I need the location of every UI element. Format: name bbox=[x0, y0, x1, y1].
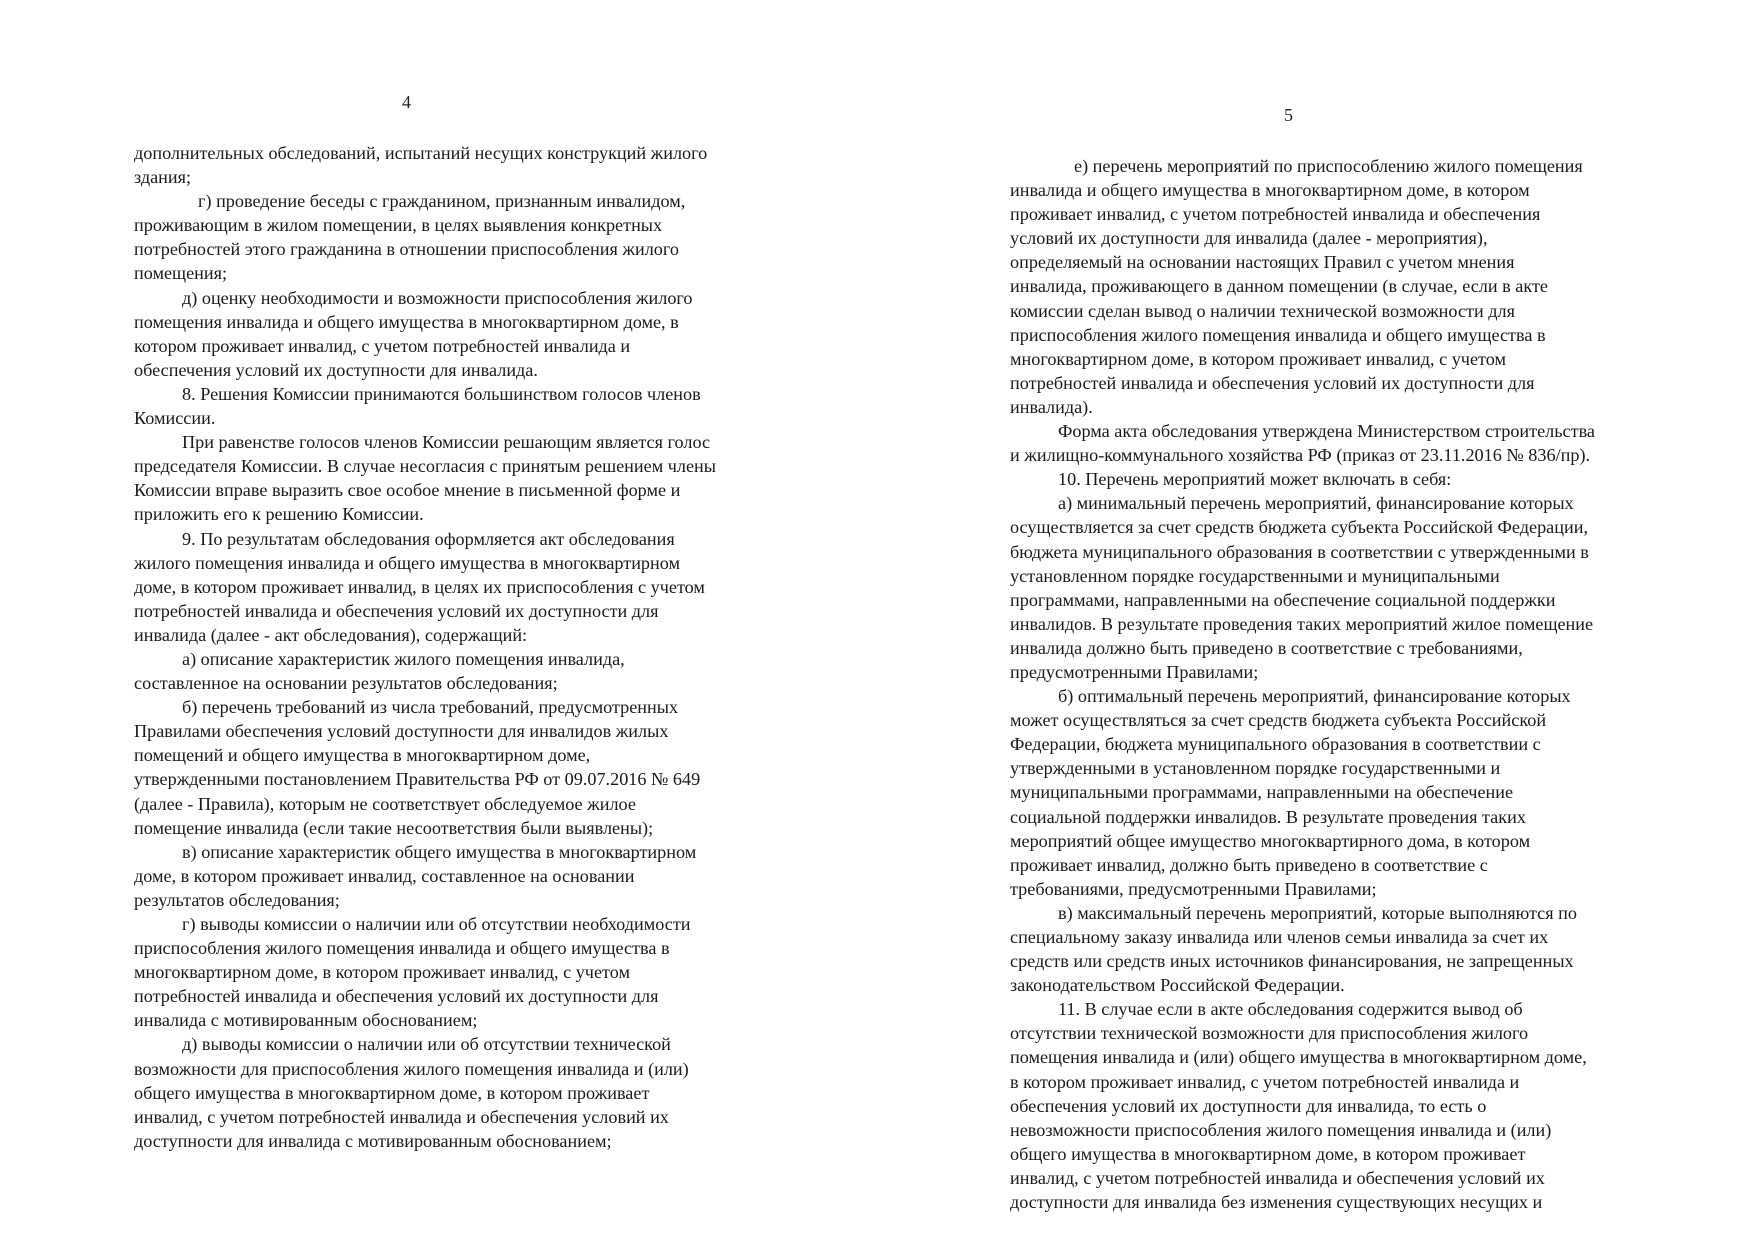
text-line: Правилами обеспечения условий доступности для инвалидов жилых bbox=[134, 721, 669, 742]
text-line: средств или средств иных источников финансирования, не запрещенных bbox=[1010, 951, 1574, 972]
text-line: доступности для инвалида без изменения существующих несущих и bbox=[1010, 1192, 1543, 1213]
text-line: б) перечень требований из числа требований, предусмотренных bbox=[182, 697, 679, 718]
text-line: муниципальными программами, направленными на обеспечение bbox=[1010, 782, 1514, 803]
text-line: б) оптимальный перечень мероприятий, финансирование которых bbox=[1058, 686, 1571, 707]
text-line: возможности для приспособления жилого помещения инвалида и (или) bbox=[134, 1058, 689, 1079]
text-line: 10. Перечень мероприятий может включать в себя: bbox=[1058, 469, 1452, 490]
text-line: комиссии сделан вывод о наличии технической возможности для bbox=[1010, 300, 1515, 321]
page-text bbox=[1010, 154, 1700, 1214]
text-line: а) минимальный перечень мероприятий, финансирование которых bbox=[1058, 493, 1574, 514]
text-line: приспособления жилого помещения инвалида и общего имущества в bbox=[134, 938, 670, 959]
text-line: инвалида). bbox=[1010, 396, 1093, 417]
text-line: бюджета муниципального образования в соответствии с утвержденными в bbox=[1010, 541, 1589, 562]
text-line: Комиссии вправе выразить свое особое мнение в письменной форме и bbox=[134, 480, 681, 501]
text-line: (далее - Правила), которым не соответствует обследуемое жилое bbox=[134, 793, 636, 814]
text-line: потребностей инвалида и обеспечения условий их доступности для bbox=[1010, 372, 1535, 393]
right-page bbox=[877, 0, 1754, 1240]
text-line: котором проживает инвалид, с учетом потребностей инвалида и bbox=[134, 335, 631, 356]
text-line: и жилищно-коммунального хозяйства РФ (приказ от 23.11.2016 № 836/пр). bbox=[1010, 445, 1591, 466]
text-line: программами, направленными на обеспечение социальной поддержки bbox=[1010, 589, 1556, 610]
text-line: помещение инвалида (если такие несоответствия были выявлены); bbox=[134, 817, 654, 838]
text-line: определяемый на основании настоящих Правил с учетом мнения bbox=[1010, 252, 1515, 273]
page-number: 4 bbox=[402, 92, 411, 112]
text-line: общего имущества в многоквартирном доме, в котором проживает bbox=[1010, 1143, 1526, 1164]
text-line: инвалида должно быть приведено в соответствие с требованиями, bbox=[1010, 637, 1523, 658]
text-line: инвалида и общего имущества в многоквартирном доме, в котором bbox=[1010, 180, 1530, 201]
text-line: специальному заказу инвалида или членов семьи инвалида за счет их bbox=[1010, 927, 1549, 947]
text-line: помещения; bbox=[134, 263, 228, 284]
text-line: доме, в котором проживает инвалид, в целях их приспособления с учетом bbox=[134, 576, 705, 597]
text-line: инвалида с мотивированным обоснованием; bbox=[134, 1010, 478, 1031]
text-line: потребностей этого гражданина в отношении приспособления жилого bbox=[134, 239, 679, 260]
text-line: здания; bbox=[134, 167, 192, 188]
text-line: может осуществляться за счет средств бюджета субъекта Российской bbox=[1010, 710, 1547, 731]
text-line: При равенстве голосов членов Комиссии решающим является голос bbox=[182, 432, 711, 453]
text-line: а) описание характеристик жилого помещения инвалида, bbox=[182, 648, 625, 669]
text-line: Федерации, бюджета муниципального образования в соответствии с bbox=[1010, 734, 1541, 755]
text-line: д) выводы комиссии о наличии или об отсутствии технической bbox=[182, 1034, 671, 1055]
text-line: 9. По результатам обследования оформляется акт обследования bbox=[182, 528, 675, 549]
text-line: невозможности приспособления жилого помещения инвалида и (или) bbox=[1010, 1119, 1552, 1140]
text-line: председателя Комиссии. В случае несогласия с принятым решением члены bbox=[134, 456, 716, 477]
text-line: приложить его к решению Комиссии. bbox=[134, 504, 424, 525]
text-line: отсутствии технической возможности для приспособления жилого bbox=[1010, 1023, 1529, 1044]
text-line: инвалид, с учетом потребностей инвалида и обеспечения условий их bbox=[134, 1106, 669, 1127]
text-line: результатов обследования; bbox=[134, 889, 340, 910]
text-line: доме, в котором проживает инвалид, составленное на основании bbox=[134, 865, 635, 886]
text-line: мероприятий общее имущество многоквартирного дома, в котором bbox=[1010, 830, 1531, 851]
text-line: утвержденными в установленном порядке государственными и bbox=[1010, 758, 1501, 779]
text-line: предусмотренными Правилами; bbox=[1010, 661, 1259, 682]
text-line: помещения инвалида и общего имущества в многоквартирном доме, в bbox=[134, 311, 679, 332]
text-line: требованиями, предусмотренными Правилами; bbox=[1010, 878, 1377, 899]
text-line: инвалида, проживающего в данном помещении (в случае, если в акте bbox=[1010, 276, 1548, 297]
text-line: Комиссии. bbox=[134, 408, 216, 429]
text-line: проживает инвалид, с учетом потребностей инвалида и обеспечения bbox=[1010, 204, 1541, 225]
text-line: в) максимальный перечень мероприятий, которые выполняются по bbox=[1058, 902, 1577, 923]
text-line: в котором проживает инвалид, с учетом потребностей инвалида и bbox=[1010, 1071, 1520, 1092]
text-line: проживает инвалид, должно быть приведено в соответствие с bbox=[1010, 854, 1488, 875]
page-text bbox=[134, 141, 824, 1153]
text-line: законодательством Российской Федерации. bbox=[1010, 975, 1345, 996]
text-line: многоквартирном доме, в котором проживает инвалид, с учетом bbox=[1010, 348, 1506, 369]
page-number: 5 bbox=[1284, 105, 1293, 125]
text-line: установленном порядке государственными и муниципальными bbox=[1010, 565, 1500, 586]
text-line: 8. Решения Комиссии принимаются большинством голосов членов bbox=[182, 383, 701, 404]
text-line: приспособления жилого помещения инвалида и общего имущества в bbox=[1010, 324, 1546, 345]
text-line: общего имущества в многоквартирном доме, в котором проживает bbox=[134, 1082, 650, 1103]
text-line: г) проведение беседы с гражданином, признанным инвалидом, bbox=[198, 191, 686, 212]
text-line: обеспечения условий их доступности для инвалида. bbox=[134, 359, 538, 380]
text-line: дополнительных обследований, испытаний несущих конструкций жилого bbox=[134, 143, 708, 163]
text-line: 11. В случае если в акте обследования содержится вывод об bbox=[1058, 999, 1523, 1020]
text-line: условий их доступности для инвалида (далее - мероприятия), bbox=[1010, 228, 1488, 249]
text-line: д) оценку необходимости и возможности приспособления жилого bbox=[182, 287, 693, 308]
text-line: инвалидов. В результате проведения таких мероприятий жилое помещение bbox=[1010, 613, 1594, 634]
text-line: утвержденными постановлением Правительства РФ от 09.07.2016 № 649 bbox=[134, 769, 701, 790]
text-line: доступности для инвалида с мотивированным обоснованием; bbox=[134, 1130, 612, 1151]
text-line: инвалида (далее - акт обследования), содержащий: bbox=[134, 624, 528, 645]
text-line: проживающим в жилом помещении, в целях выявления конкретных bbox=[134, 215, 663, 236]
text-line: Форма акта обследования утверждена Министерством строительства bbox=[1058, 421, 1595, 442]
text-line: потребностей инвалида и обеспечения условий их доступности для bbox=[134, 986, 659, 1007]
text-line: инвалид, с учетом потребностей инвалида и обеспечения условий их bbox=[1010, 1167, 1545, 1188]
text-line: потребностей инвалида и обеспечения условий их доступности для bbox=[134, 600, 659, 621]
text-line: в) описание характеристик общего имущества в многоквартирном bbox=[182, 841, 697, 862]
text-line: обеспечения условий их доступности для инвалида, то есть о bbox=[1010, 1095, 1487, 1116]
text-line: е) перечень мероприятий по приспособлению жилого помещения bbox=[1074, 156, 1583, 176]
text-line: социальной поддержки инвалидов. В результате проведения таких bbox=[1010, 806, 1526, 827]
text-line: жилого помещения инвалида и общего имущества в многоквартирном bbox=[134, 552, 681, 573]
text-line: составленное на основании результатов обследования; bbox=[134, 673, 558, 694]
text-line: многоквартирном доме, в котором проживает инвалид, с учетом bbox=[134, 962, 630, 983]
text-line: осуществляется за счет средств бюджета субъекта Российской Федерации, bbox=[1010, 517, 1589, 538]
text-line: помещений и общего имущества в многоквартирном доме, bbox=[134, 745, 591, 766]
text-line: помещения инвалида и (или) общего имущества в многоквартирном доме, bbox=[1010, 1047, 1587, 1068]
text-line: г) выводы комиссии о наличии или об отсутствии необходимости bbox=[182, 914, 691, 934]
